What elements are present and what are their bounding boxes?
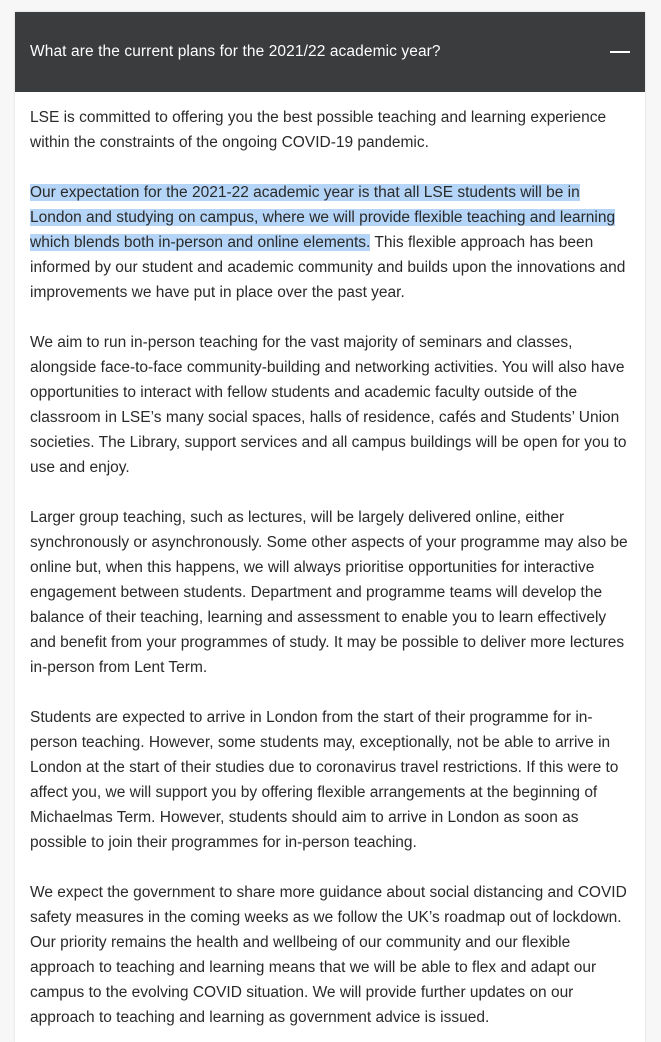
collapse-minus-icon[interactable] <box>610 51 630 53</box>
answer-paragraph-4: Larger group teaching, such as lectures, will be largely delivered online, either synchronously or asynchronously. Some other aspects of your programme may also be online but, when this happens, we will always prioritise opportunities for interactive engagement between students. Department and programme teams will develop the balance of their teaching, learning and assessment to enable you to learn effectively and benefit from your programmes of study. It may be possible to deliver more lectures in-person from Lent Term. <box>30 509 628 676</box>
accordion-question[interactable]: What are the current plans for the 2021/22 academic year? <box>30 43 441 60</box>
selected-text: Our expectation for the 2021-22 academic year is that all LSE students will be in London and studying on campus, where we will provide flexible teaching and learning which blends both in-person and online elements. <box>30 184 616 251</box>
accordion-header[interactable] <box>15 12 645 92</box>
accordion-answer <box>30 105 635 1042</box>
answer-paragraph-2 <box>30 180 635 305</box>
faq-accordion-item <box>15 12 645 1042</box>
answer-paragraph-5: Students are expected to arrive in London from the start of their programme for in-person teaching. However, some students may, exceptionally, not be able to arrive in London at the start of their studies due to coronavirus travel restrictions. If this were to affect you, we will support you by offering flexible arrangements at the beginning of Michaelmas Term. However, students should aim to arrive in London as soon as possible to join their programmes for in-person teaching. <box>30 709 619 851</box>
answer-paragraph-6: We expect the government to share more guidance about social distancing and COVID safety measures in the coming weeks as we follow the UK’s roadmap out of lockdown. Our priority remains the health and wellbeing of our community and our flexible approach to teaching and learning means that we will be able to flex and adapt our campus to the evolving COVID situation. We will provide further updates on our approach to teaching and learning as government advice is issued. <box>30 884 627 1026</box>
answer-paragraph-3: We aim to run in-person teaching for the vast majority of seminars and classes, alongside face-to-face community-building and networking activities. You will also have opportunities to interact with fellow students and academic faculty outside of the classroom in LSE’s many social spaces, halls of residence, cafés and Students’ Union societies. The Library, support services and all campus buildings will be open for you to use and enjoy. <box>30 334 627 476</box>
paragraph-rest-text: This flexible approach has been informed by our student and academic community and builds upon the innovations and improvements we have put in place over the past year. <box>30 234 626 301</box>
answer-paragraph-1: LSE is committed to offering you the best possible teaching and learning experience within the constraints of the ongoing COVID-19 pandemic. <box>30 109 607 151</box>
